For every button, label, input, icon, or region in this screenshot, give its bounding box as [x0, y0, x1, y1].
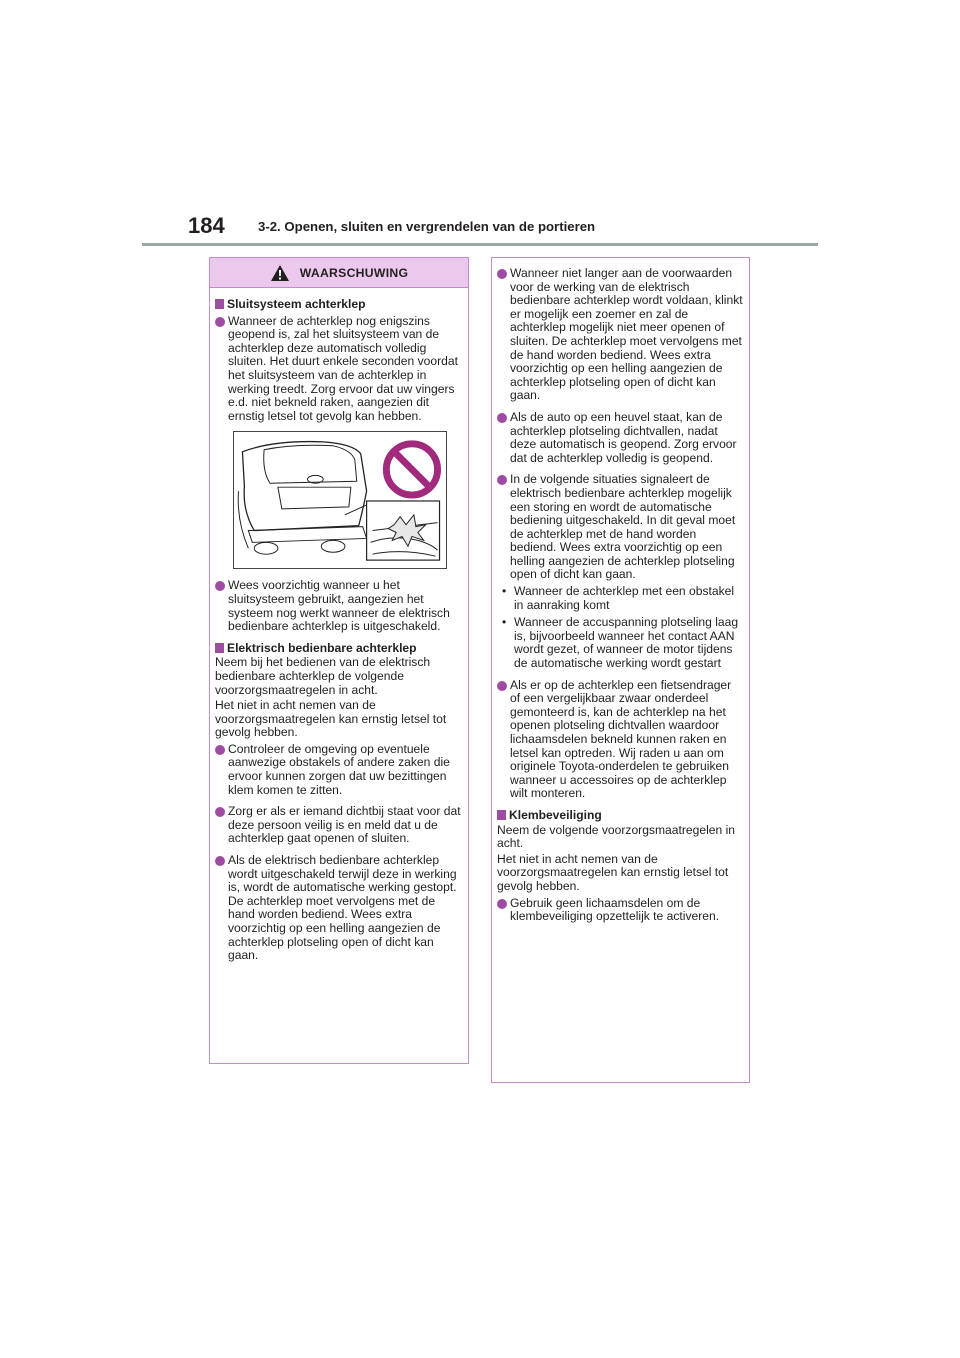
square-bullet-icon: [497, 810, 506, 820]
list-item: [215, 805, 462, 846]
sub-list-item: [502, 585, 743, 612]
list-item: [497, 897, 743, 924]
list-item: [215, 315, 462, 424]
sub-bullet-mark: •: [502, 615, 507, 630]
circle-bullet-icon: [497, 899, 507, 909]
section-title: 3-2. Openen, sluiten en vergrendelen van de portieren: [258, 219, 596, 234]
bullet-text: Als de elektrisch bedienbare achterklep wordt uitgeschakeld terwijl deze in werking is, wordt de automatische werking gestopt. De achterklep moet vervolgens met de hand worden bediend. Wees extra voorzichtig op een helling aangezien de achterklep plotseling open of dicht kan gaan.: [228, 853, 457, 963]
circle-bullet-icon: [497, 413, 507, 423]
circle-bullet-icon: [215, 807, 225, 817]
list-item: [497, 267, 743, 403]
section-heading: [215, 298, 462, 312]
paragraph: Het niet in acht nemen van de voorzorgsmaatregelen kan ernstig letsel tot gevolg hebben.: [497, 851, 729, 893]
circle-bullet-icon: [215, 856, 225, 866]
list-item: [497, 411, 743, 465]
circle-bullet-icon: [215, 581, 225, 591]
circle-bullet-icon: [497, 681, 507, 691]
list-item: [497, 679, 743, 801]
sub-bullet-text: Wanneer de accuspanning plotseling laag is, bijvoorbeeld wanneer het contact AAN wordt gezet, of wanneer de motor tijdens de automatische werking wordt gestart: [514, 615, 739, 671]
paragraph: Het niet in acht nemen van de voorzorgsmaatregelen kan ernstig letsel tot gevolg hebben.: [215, 698, 447, 740]
warning-box-continued: [491, 257, 750, 1083]
circle-bullet-icon: [215, 317, 225, 327]
circle-bullet-icon: [215, 745, 225, 755]
list-item: [215, 743, 462, 797]
bullet-text: Als de auto op een heuvel staat, kan de achterklep plotseling dichtvallen, nadat deze automatisch is geopend. Zorg ervoor dat de achterklep volledig is geopend.: [510, 409, 737, 465]
warning-box: [209, 257, 469, 1064]
bullet-text: In de volgende situaties signaleert de elektrisch bedienbare achterklep mogelijk een storing en wordt de automatische bediening uitgeschakeld. In dit geval moet de achterklep met de hand worden bediend. Wees extra voorzichtig op een helling aangezien de achterklep plotseling open of dicht kan gaan.: [510, 472, 736, 582]
circle-bullet-icon: [497, 475, 507, 485]
warning-header: [210, 258, 468, 288]
heading-text: Elektrisch bedienbare achterklep: [227, 640, 417, 655]
square-bullet-icon: [215, 299, 224, 309]
sub-list-item: [502, 616, 743, 670]
paragraph: Neem de volgende voorzorgsmaatregelen in acht.: [497, 822, 735, 851]
heading-text: Sluitsysteem achterklep: [227, 297, 366, 311]
sub-bullet-mark: •: [502, 584, 507, 599]
heading-text: Klembeveiliging: [509, 807, 602, 822]
tailgate-illustration: [233, 431, 447, 569]
tailgate-pinch-illustration: [234, 432, 446, 568]
warning-title: WAARSCHUWING: [299, 265, 409, 280]
circle-bullet-icon: [497, 269, 507, 279]
list-item: [215, 854, 462, 963]
section-heading: [497, 809, 743, 823]
bullet-text: Wanneer niet langer aan de voorwaarden voor de werking van de elektrisch bedienbare achterklep wordt voldaan, klinkt er mogelijk een zoemer en zal de achterklep mogelijk niet meer openen of sluiten. De achterklep moet vervolgens met de hand worden bediend. Wees extra voorzichtig op een helling aangezien de achterklep plotseling open of dicht kan gaan.: [510, 266, 743, 403]
bullet-text: Gebruik geen lichaamsdelen om de klembeveiliging opzettelijk te activeren.: [510, 895, 720, 924]
paragraph: Neem bij het bedienen van de elektrisch bedienbare achterklep de volgende voorzorgsmaatregelen in acht.: [215, 655, 431, 697]
bullet-text: Controleer de omgeving op eventuele aanwezige obstakels of andere zaken die ervoor kunnen zorgen dat uw bezittingen klem komen te zitten.: [228, 741, 450, 797]
header-rule: [142, 243, 818, 246]
page-number: 184: [188, 213, 225, 238]
square-bullet-icon: [215, 643, 224, 653]
bullet-text: Wees voorzichtig wanneer u het sluitsysteem gebruikt, aangezien het systeem nog werkt wanneer de elektrisch bedienbare achterklep is uitgeschakeld.: [228, 578, 450, 634]
warning-triangle-icon: [270, 264, 290, 282]
bullet-text: Zorg er als er iemand dichtbij staat voor dat deze persoon veilig is en meld dat u de achterklep gaat openen of sluiten.: [228, 804, 461, 846]
bullet-text: Als er op de achterklep een fietsendrager of een vergelijkbaar zwaar onderdeel gemonteerd is, kan de achterklep na het openen plotseling dichtvallen waardoor lichaamsdelen bekneld kunnen raken en letsel kan optreden. Wij raden u aan om originele Toyota-onderdelen te gebruiken wanneer u accessoires op de achterklep wilt monteren.: [510, 677, 732, 801]
section-heading: [215, 642, 462, 656]
sub-bullet-text: Wanneer de achterklep met een obstakel in aanraking komt: [514, 584, 735, 612]
warning-body-left: [210, 288, 468, 963]
list-item: [497, 473, 743, 582]
bullet-text: Wanneer de achterklep nog enigszins geopend is, zal het sluitsysteem van de achterklep deze automatisch volledig sluiten. Het duurt enkele seconden voordat het sluitsysteem van de achterklep in werking treedt. Zorg ervoor dat uw vingers e.d. niet bekneld raken, aangezien dit ernstig letsel tot gevolg kan hebben.: [228, 313, 458, 423]
list-item: [215, 579, 462, 633]
warning-body-right: [492, 258, 749, 924]
